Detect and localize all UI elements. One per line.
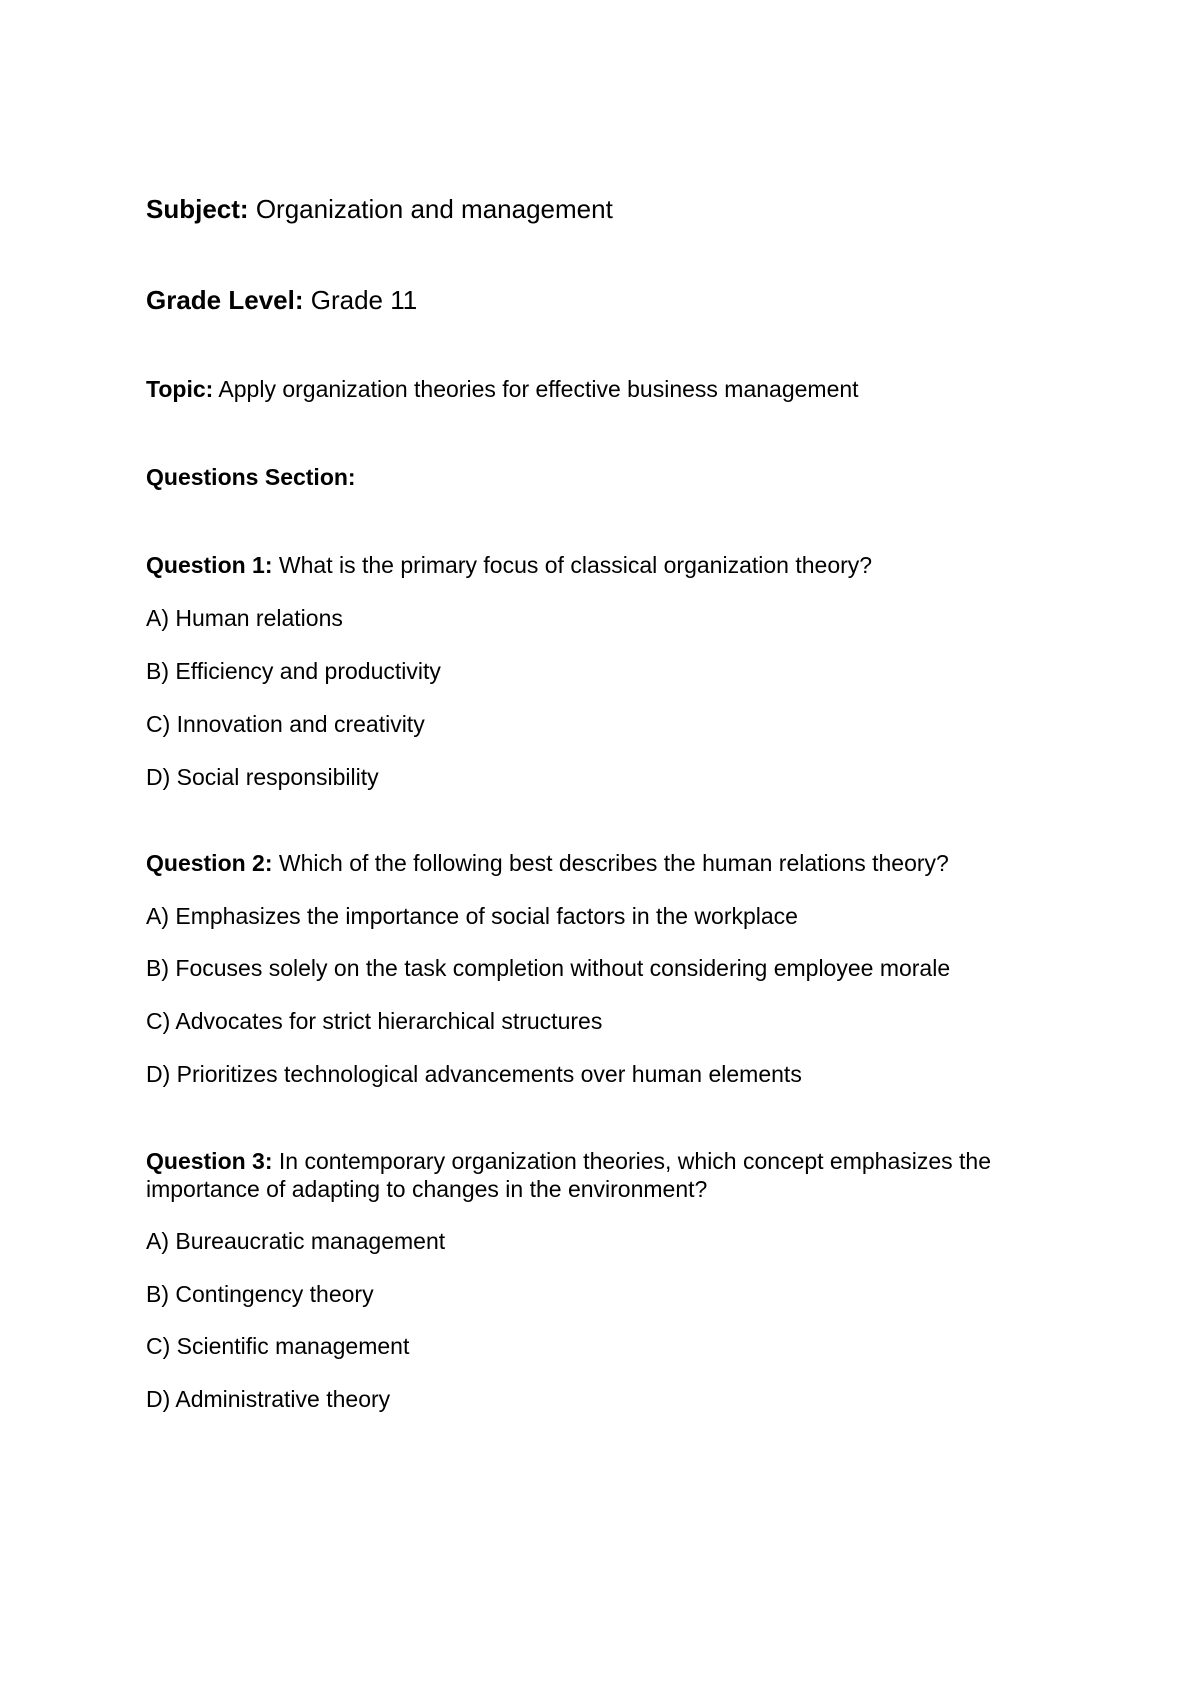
question-3-option-b: B) Contingency theory [146,1281,374,1307]
grade-level-value: Grade 11 [310,285,418,315]
question-1-label: Question 1: [146,552,273,578]
topic-label: Topic: [146,376,214,402]
question-2-option-c: C) Advocates for strict hierarchical structures [146,1008,603,1034]
questions-section-label: Questions Section: [146,464,356,490]
question-2-label: Question 2: [146,850,273,876]
question-2 [146,852,949,875]
question-2-option-a: A) Emphasizes the importance of social factors in the workplace [146,903,798,929]
subject-label: Subject: [146,194,249,224]
question-2-option-b: B) Focuses solely on the task completion without considering employee morale [146,955,951,981]
question-3-option-c: C) Scientific management [146,1333,410,1359]
subject-line [146,196,613,222]
question-3-option-d: D) Administrative theory [146,1386,391,1412]
question-1 [146,554,872,577]
question-3-label: Question 3: [146,1148,273,1174]
question-3-option-a: A) Bureaucratic management [146,1228,446,1254]
question-1-text: What is the primary focus of classical organization theory? [278,552,873,578]
question-3 [146,1147,1066,1203]
questions-section-heading [146,466,356,489]
question-1-option-a: A) Human relations [146,605,343,631]
question-2-text: Which of the following best describes the human relations theory? [278,850,949,876]
question-1-option-b: B) Efficiency and productivity [146,658,441,684]
question-3-text: In contemporary organization theories, which concept emphasizes the importance of adapting to changes in the environment? [146,1148,992,1202]
subject-value: Organization and management [255,194,613,224]
question-1-option-c: C) Innovation and creativity [146,711,425,737]
grade-level-label: Grade Level: [146,285,304,315]
question-2-option-d: D) Prioritizes technological advancements over human elements [146,1061,802,1087]
question-1-option-d: D) Social responsibility [146,764,379,790]
topic-line [146,378,859,401]
grade-level-line [146,287,417,313]
topic-value: Apply organization theories for effective business management [218,376,859,402]
